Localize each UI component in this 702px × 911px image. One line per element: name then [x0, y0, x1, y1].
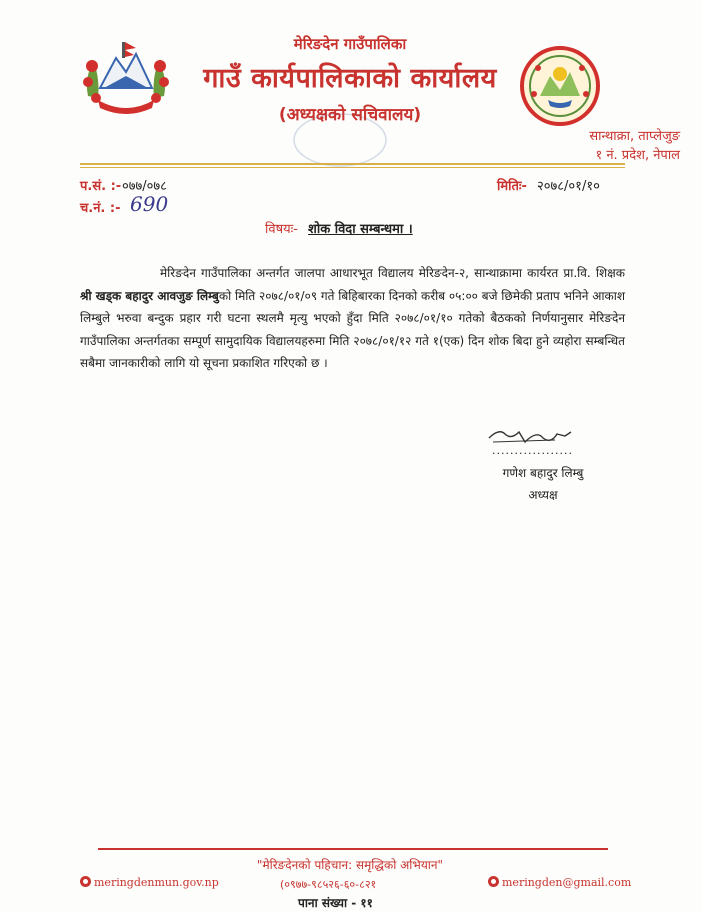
date-value: २०७८/०१/१० [537, 179, 600, 194]
footer-divider [98, 848, 608, 850]
ref-number-label: प.सं. :- [80, 179, 122, 194]
address-line-1: सान्थाक्रा, ताप्लेजुङ [589, 129, 680, 144]
dispatch-number-value: 690 [130, 192, 169, 216]
office-title: गाउँ कार्यपालिकाको कार्यालय [203, 63, 497, 94]
teacher-name: श्री खड्क बहादुर आवजुङ लिम्बु [80, 288, 219, 303]
secretariat-label: (अध्यक्षको सचिवालय) [278, 105, 422, 125]
ref-number-value: ०७७/०७८ [122, 179, 167, 194]
address-line-2: १ नं. प्रदेश, नेपाल [595, 148, 680, 163]
footer-email [488, 876, 631, 889]
footer-slogan: "मेरिङदेनको पहिचान: समृद्धिको अभियान" [256, 858, 444, 872]
email-icon [488, 876, 499, 887]
signature-line: .................. [492, 444, 573, 457]
notice-body [80, 262, 625, 375]
page-count: पाना संख्या - ११ [298, 896, 373, 910]
municipality-name: मेरिङदेन गाउँपालिका [293, 35, 407, 53]
header-divider-thin [80, 167, 625, 168]
signer-name: गणेश बहादुर लिम्बु [502, 466, 584, 480]
website-text: meringdenmun.gov.np [94, 876, 219, 889]
signer-title: अध्यक्ष [528, 488, 558, 502]
subject-value: शोक विदा सम्बन्धमा । [308, 222, 413, 237]
header-divider [80, 163, 625, 165]
body-part-2: को मिति २०७८/०१/०९ गते बिहिबारका दिनको करीब ०५:०० बजे छिमेकी प्रताप भनिने आकाश लिम्बुले भरुवा बन्दुक प्रहार गरी घटना स्थलमै मृत्यु भएको हुँदा मिति २०७८/०१/१० गतेको बैठकको निर्णयानुसार मेरिङदेन गाउँपालिका अन्तर्गतका सम्पूर्ण सामुदायिक विद्यालयहरुमा मिति २०७८/०१/१२ गते १(एक) दिन शोक बिदा हुने व्यहोरा सम्बन्धित सबैमा जानकारीको लागि यो सूचना प्रकाशित गरिएको छ । [80, 288, 625, 370]
subject-label: विषयः- [265, 222, 298, 237]
dispatch-number-label: च.नं. :- [80, 201, 121, 216]
body-part-1: मेरिङदेन गाउँपालिका अन्तर्गत जालपा आधारभूत विद्यालय मेरिङदेन-२, सान्थाक्रामा कार्यरत प्रा.वि. शिक्षक [160, 266, 625, 280]
footer-phone: (०९७७-९८५२६-६०-८२१ [280, 878, 377, 891]
email-text: meringden@gmail.com [502, 876, 632, 889]
globe-icon [80, 876, 91, 887]
footer-website [80, 876, 219, 889]
date-label: मितिः- [497, 179, 527, 194]
